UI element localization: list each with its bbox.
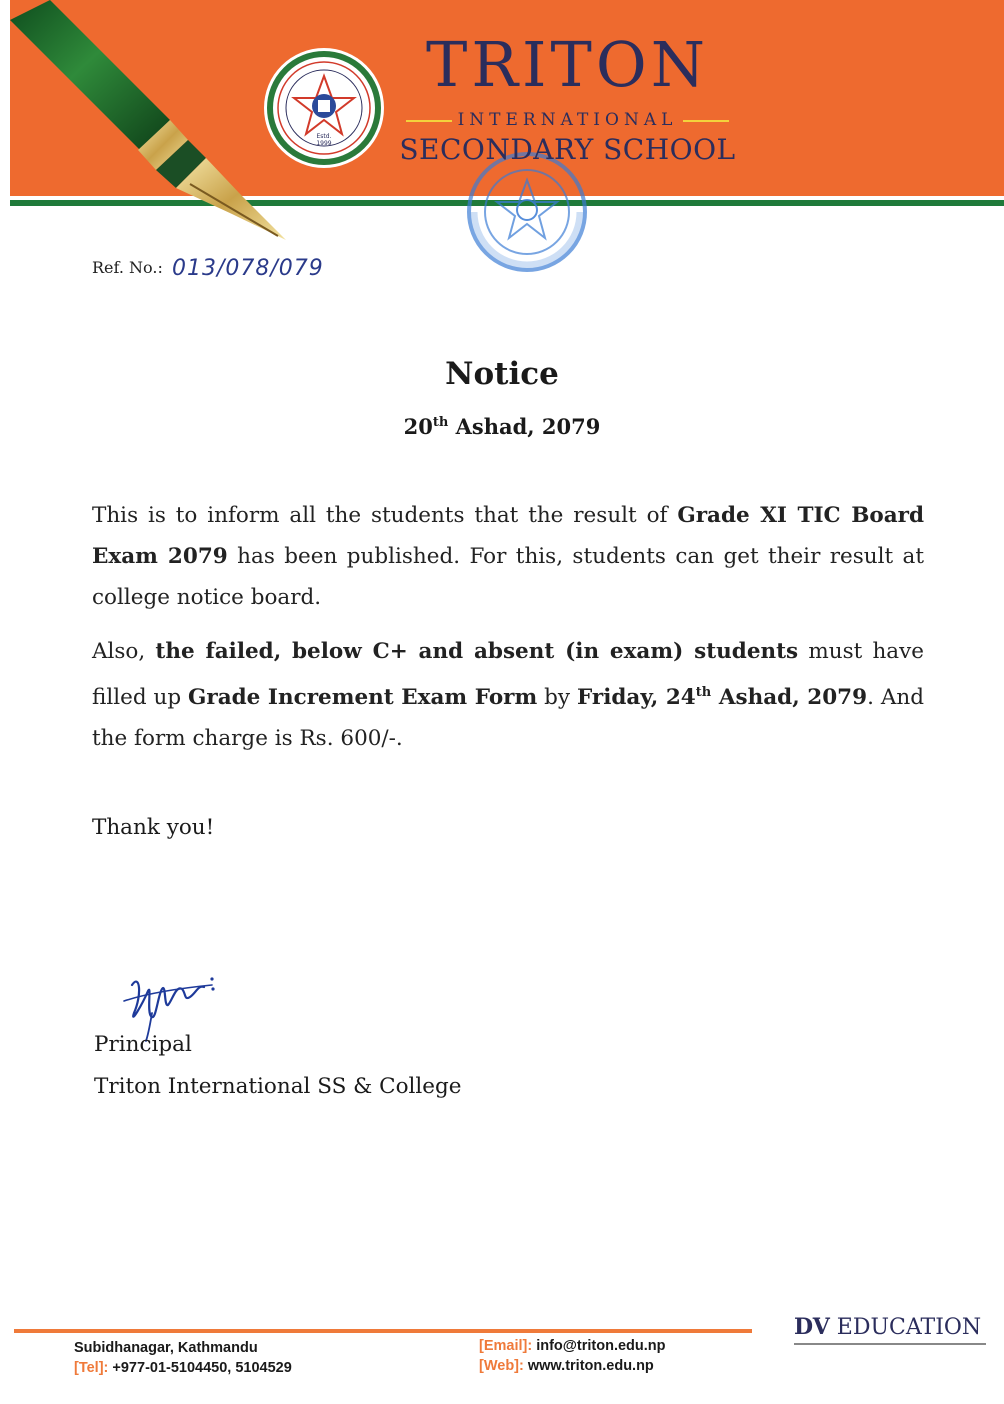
- footer-telephone: [74, 1360, 292, 1376]
- seal-year: 1999: [316, 140, 332, 147]
- p1-exam-name: Grade XI TIC Board Exam 2079: [92, 503, 925, 569]
- p1-text-c: has been published. For this, students can get their result at college notice board.: [92, 544, 924, 610]
- footer-email: [479, 1338, 666, 1354]
- footer-email-label: [Email]:: [479, 1338, 533, 1354]
- subtitle-rule-left: [406, 120, 452, 122]
- school-logo-seal: [262, 46, 386, 170]
- footer-address: Subidhanagar, Kathmandu: [74, 1340, 258, 1356]
- footer-email-value: info@triton.edu.np: [532, 1338, 666, 1354]
- footer-tel-label: [Tel]:: [74, 1360, 109, 1376]
- footer-website: [479, 1358, 654, 1374]
- school-subtitle-international: [395, 108, 740, 132]
- p2-text-a: Also,: [92, 639, 156, 664]
- paragraph-result: [92, 495, 924, 618]
- p2-deadline-suffix: th: [695, 685, 712, 700]
- reference-label: Ref. No.:: [92, 258, 163, 277]
- footer-web-value: www.triton.edu.np: [523, 1358, 654, 1374]
- footer-web-label: [Web]:: [479, 1358, 524, 1374]
- notice-date: [0, 414, 1004, 439]
- signatory-title: Principal: [94, 1032, 192, 1057]
- seal-estd: Estd.: [316, 133, 332, 140]
- p2-students: the failed, below C+ and absent (in exam) students: [155, 639, 799, 664]
- school-subtitle-secondary: SECONDARY SCHOOL: [399, 133, 736, 166]
- p2-text-e: by: [537, 685, 578, 711]
- p2-deadline-day: Friday, 24: [577, 685, 696, 711]
- footer-line: [14, 1329, 752, 1333]
- p1-text-a: This is to inform all the students that the result of: [92, 503, 678, 528]
- p2-text-i: . And the form charge is Rs. 600/-.: [92, 685, 925, 752]
- footer-brand-underline: [794, 1343, 986, 1345]
- footer-tel-value: +977-01-5104450, 5104529: [108, 1360, 292, 1376]
- p2-form-name: Grade Increment Exam Form: [188, 685, 538, 711]
- school-name: TRITON: [426, 28, 709, 101]
- footer-brand-bold: DV: [794, 1314, 830, 1340]
- school-round-stamp: [452, 150, 602, 274]
- paragraph-increment: [92, 631, 924, 759]
- subtitle-international-text: INTERNATIONAL: [457, 110, 678, 130]
- notice-title: Notice: [445, 356, 559, 392]
- signatory-organization: Triton International SS & College: [94, 1074, 462, 1099]
- reference-number: 013/078/079: [172, 256, 324, 281]
- notice-date-suffix: th: [432, 415, 449, 430]
- notice-date-rest: Ashad, 2079: [448, 414, 601, 439]
- notice-date-day: 20: [403, 414, 433, 439]
- p2-deadline-rest: Ashad, 2079: [711, 685, 868, 711]
- subtitle-rule-right: [683, 120, 729, 122]
- footer-brand-rest: EDUCATION: [829, 1315, 982, 1340]
- p2-text-c: must have filled up: [92, 639, 924, 711]
- thank-you: Thank you!: [92, 815, 215, 840]
- footer-brand: [794, 1314, 981, 1340]
